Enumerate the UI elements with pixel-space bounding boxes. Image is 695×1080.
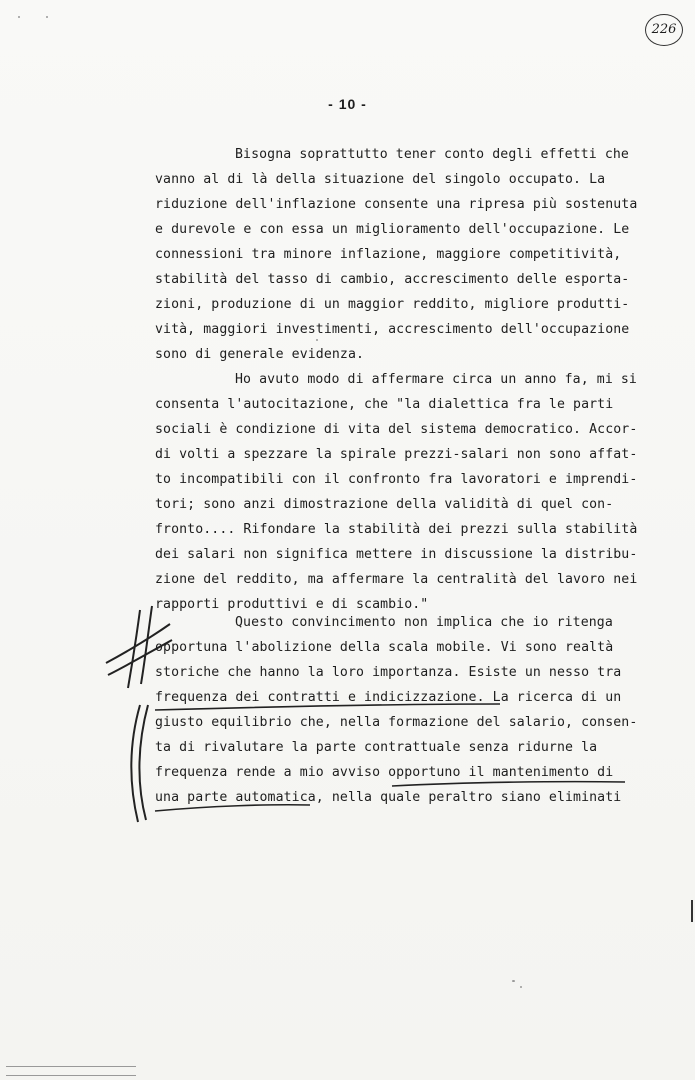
text-line: fronto.... Rifondare la stabilità dei prezzi sulla stabilità (155, 522, 638, 537)
text-line: Bisogna soprattutto tener conto degli effetti che (235, 147, 629, 162)
text-line: dei salari non significa mettere in discussione la distribu- (155, 547, 638, 562)
page-number: - 10 - (328, 96, 367, 112)
text-line: riduzione dell'inflazione consente una ripresa più sostenuta (155, 197, 638, 212)
text-line: consenta l'autocitazione, che "la dialettica fra le parti (155, 397, 614, 412)
archive-stamp: 226 (645, 14, 683, 46)
text-line: connessioni tra minore inflazione, maggiore competitività, (155, 247, 622, 262)
handwritten-underline (155, 805, 310, 811)
text-line: zione del reddito, ma affermare la centralità del lavoro nei (155, 572, 638, 587)
text-line: storiche che hanno la loro importanza. Esiste un nesso tra (155, 665, 622, 680)
text-line: frequenza rende a mio avviso opportuno il mantenimento di (155, 765, 614, 780)
text-line: tori; sono anzi dimostrazione della validità di quel con- (155, 497, 614, 512)
text-line: vanno al di là della situazione del singolo occupato. La (155, 172, 606, 187)
text-line: di volti a spezzare la spirale prezzi-salari non sono affat- (155, 447, 638, 462)
scan-speck (520, 986, 522, 988)
scan-speck (18, 16, 20, 18)
scan-edge-mark (6, 1066, 136, 1076)
text-line: vità, maggiori investimenti, accrescimento dell'occupazione (155, 322, 630, 337)
text-line: Ho avuto modo di affermare circa un anno fa, mi si (235, 372, 637, 387)
scan-speck (46, 16, 48, 18)
handwritten-underline (392, 782, 625, 786)
scan-speck (316, 339, 318, 341)
text-line: sociali è condizione di vita del sistema democratico. Accor- (155, 422, 638, 437)
text-line: to incompatibili con il confronto fra lavoratori e imprendi- (155, 472, 638, 487)
scan-speck (512, 980, 515, 982)
text-line: frequenza dei contratti e indicizzazione. La ricerca di un (155, 690, 622, 705)
scan-edge-mark (691, 900, 693, 922)
text-line: giusto equilibrio che, nella formazione del salario, consen- (155, 715, 638, 730)
handwritten-hash-mark (141, 606, 152, 684)
handwritten-margin-bar (139, 705, 148, 820)
text-line: ta di rivalutare la parte contrattuale senza ridurne la (155, 740, 598, 755)
handwritten-underline (155, 704, 500, 710)
text-line: opportuna l'abolizione della scala mobile. Vi sono realtà (155, 640, 614, 655)
text-line: rapporti produttivi e di scambio." (155, 597, 429, 612)
text-line: sono di generale evidenza. (155, 347, 365, 362)
text-line: zioni, produzione di un maggior reddito, migliore produtti- (155, 297, 630, 312)
text-line: una parte automatica, nella quale peraltro siano eliminati (155, 790, 622, 805)
text-line: e durevole e con essa un miglioramento dell'occupazione. Le (155, 222, 630, 237)
text-line: Questo convincimento non implica che io ritenga (235, 615, 613, 630)
text-line: stabilità del tasso di cambio, accrescimento delle esporta- (155, 272, 630, 287)
